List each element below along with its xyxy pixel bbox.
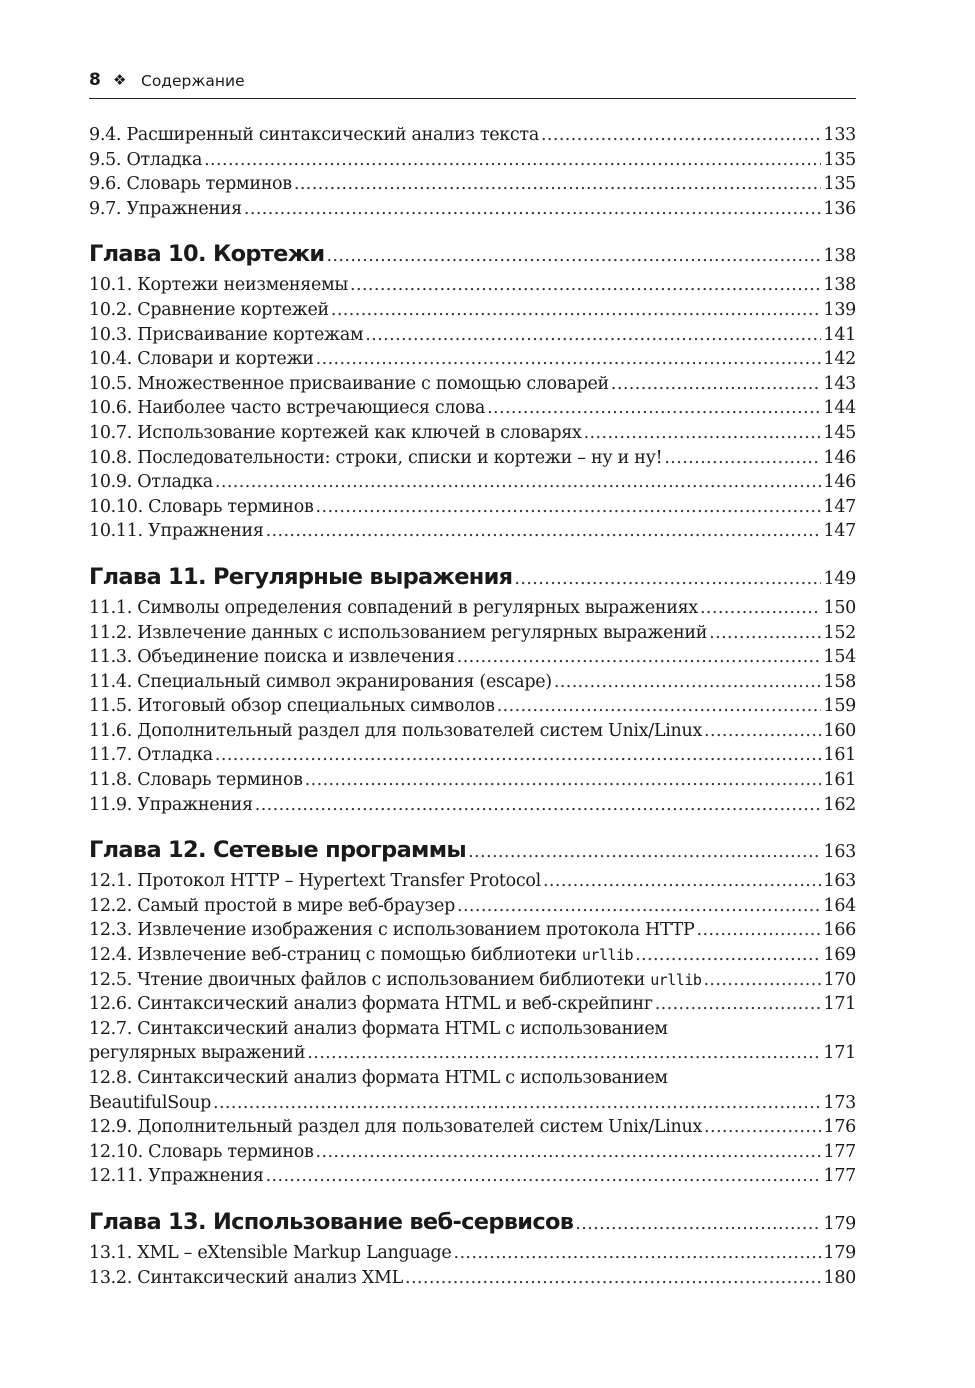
dot-leader xyxy=(316,1140,822,1165)
toc-entry-text: 10.11. Упражнения xyxy=(89,521,264,542)
toc-entry[interactable] xyxy=(89,495,856,520)
toc-entry-title xyxy=(89,943,633,968)
toc-entry-text: 11.3. Объединение поиска и извлечения xyxy=(89,647,455,668)
toc-entry[interactable] xyxy=(89,421,856,446)
toc-page-number: 160 xyxy=(823,720,856,741)
toc-entry-title xyxy=(89,1140,314,1165)
toc-entry-title xyxy=(89,1115,702,1140)
toc-entry-title xyxy=(89,1266,403,1291)
toc-entry[interactable] xyxy=(89,943,856,968)
toc-page-number: 158 xyxy=(823,671,856,692)
toc-entry-title xyxy=(89,670,552,695)
toc-entry-text: 13.2. Синтаксический анализ XML xyxy=(89,1267,403,1288)
dot-leader xyxy=(635,943,821,968)
toc-entry[interactable] xyxy=(89,1266,856,1291)
toc-entry[interactable] xyxy=(89,918,856,943)
toc-entry-title xyxy=(89,645,455,670)
toc-entry[interactable] xyxy=(89,1066,856,1115)
toc-entry[interactable] xyxy=(89,519,856,544)
toc-page-number: 138 xyxy=(823,246,856,267)
toc-entry-title xyxy=(89,992,653,1017)
toc-entry-text: 12.10. Словарь терминов xyxy=(89,1141,314,1162)
toc-page-number: 147 xyxy=(823,521,856,542)
toc-entry-title xyxy=(89,1164,264,1189)
toc-entry-title xyxy=(89,519,264,544)
toc-entry-title-line2 xyxy=(89,1041,856,1066)
dot-leader xyxy=(405,1266,821,1291)
toc-entry[interactable] xyxy=(89,596,856,621)
dot-leader xyxy=(541,123,822,148)
toc-page-number: 163 xyxy=(823,842,856,863)
toc-entry[interactable] xyxy=(89,347,856,372)
toc-entry-text: 9.4. Расширенный синтаксический анализ текста xyxy=(89,125,539,145)
code-library-name: urllib xyxy=(650,970,702,989)
toc-entry-text: 10.7. Использование кортежей как ключей в словарях xyxy=(89,422,582,443)
toc-page-number: 144 xyxy=(823,398,856,419)
dot-leader xyxy=(704,719,821,744)
toc-entry-title xyxy=(89,323,363,348)
toc-entry-text: 12.6. Синтаксический анализ формата HTML и веб-скрейпинг xyxy=(89,994,653,1015)
toc-entry-text: 10.5. Множественное присваивание с помощью словарей xyxy=(89,373,609,394)
toc-entry-title-line1: 12.8. Синтаксический анализ формата HTML с использованием xyxy=(89,1068,668,1088)
toc-page-number: 164 xyxy=(823,895,856,916)
toc-chapter[interactable] xyxy=(89,832,856,869)
toc-entry-title xyxy=(89,446,662,471)
toc-entry-title xyxy=(89,918,695,943)
toc-entry-title xyxy=(89,621,707,646)
dot-leader xyxy=(514,561,821,598)
toc-entry[interactable] xyxy=(89,323,856,348)
toc-page-number: 169 xyxy=(823,945,856,966)
toc-page-number: 147 xyxy=(823,496,856,517)
toc-entry-title xyxy=(89,596,698,621)
toc-entry-text: 10.2. Сравнение кортежей xyxy=(89,299,329,320)
toc-page-number: 135 xyxy=(823,174,856,195)
dot-leader xyxy=(457,645,822,670)
dot-leader xyxy=(697,918,822,943)
toc-entry-text: 11.9. Упражнения xyxy=(89,794,253,815)
dot-leader xyxy=(350,273,821,298)
toc-entry-text: 12.1. Протокол HTTP – Hypertext Transfer Protocol xyxy=(89,871,541,892)
section-title: Содержание xyxy=(141,72,245,90)
toc-entry-title xyxy=(89,148,202,173)
chapter-title xyxy=(89,832,466,869)
toc-entry[interactable] xyxy=(89,123,856,148)
dot-leader xyxy=(316,495,822,520)
toc-page-number: 142 xyxy=(823,349,856,370)
toc-page-number: 179 xyxy=(823,1242,856,1263)
dot-leader xyxy=(704,1115,821,1140)
dot-leader xyxy=(215,743,822,768)
toc-entry-text: Глава 13. Использование веб-сервисов xyxy=(89,1208,574,1235)
toc-page-number: 135 xyxy=(823,149,856,170)
toc-entry-title xyxy=(89,372,609,397)
toc-entry[interactable] xyxy=(89,197,856,222)
toc-page-number: 179 xyxy=(823,1213,856,1234)
toc-entry[interactable] xyxy=(89,645,856,670)
toc-entry-text: 12.5. Чтение двоичных файлов с использованием библиотеки xyxy=(89,969,651,990)
chapter-title xyxy=(89,1204,573,1241)
dot-leader xyxy=(316,347,822,372)
toc-entry-text: 12.9. Дополнительный раздел для пользователей систем Unix/Linux xyxy=(89,1117,703,1138)
toc-page-number: 176 xyxy=(823,1117,856,1138)
dot-leader xyxy=(331,298,822,323)
toc-page-number: 149 xyxy=(823,568,856,589)
toc-page-number: 177 xyxy=(823,1141,856,1162)
toc-page-number: 154 xyxy=(823,647,856,668)
toc-entry-title xyxy=(89,743,213,768)
toc-entry-title xyxy=(89,495,314,520)
toc-page-number: 170 xyxy=(823,969,856,990)
dot-leader xyxy=(365,323,821,348)
toc-entry-text: 10.1. Кортежи неизменяемы xyxy=(89,275,349,296)
toc-page-number: 138 xyxy=(823,275,856,296)
dot-leader xyxy=(213,1091,821,1116)
toc-entry-text: 9.6. Словарь терминов xyxy=(89,174,292,195)
toc-page-number: 166 xyxy=(823,920,856,941)
toc-entry[interactable] xyxy=(89,1017,856,1066)
toc-entry-text: 13.1. XML – eXtensible Markup Language xyxy=(89,1242,452,1263)
toc-entry-title xyxy=(89,1241,451,1266)
toc-page-number: 150 xyxy=(823,597,856,618)
toc-entry[interactable] xyxy=(89,768,856,793)
dot-leader xyxy=(554,670,822,695)
toc-page-number: 136 xyxy=(823,198,856,219)
dot-leader xyxy=(543,869,822,894)
toc-entry[interactable] xyxy=(89,992,856,1017)
toc-entry[interactable] xyxy=(89,670,856,695)
dot-leader xyxy=(215,470,822,495)
toc-entry-text: Глава 11. Регулярные выражения xyxy=(89,563,513,590)
toc-entry-title xyxy=(89,793,253,818)
toc-entry-text: 9.7. Упражнения xyxy=(89,198,242,219)
dot-leader xyxy=(611,372,822,397)
page-number: 8 xyxy=(89,70,101,90)
toc-page-number: 163 xyxy=(823,871,856,892)
toc-entry-title xyxy=(89,421,582,446)
toc-entry-text: 10.3. Присваивание кортежам xyxy=(89,324,364,345)
table-of-contents xyxy=(89,123,856,1290)
dot-leader xyxy=(487,396,821,421)
toc-page-number: 161 xyxy=(823,745,856,766)
toc-entry-title xyxy=(89,968,701,993)
toc-entry-text: 12.11. Упражнения xyxy=(89,1166,264,1187)
toc-entry-title xyxy=(89,172,292,197)
chapter-title xyxy=(89,236,324,273)
code-library-name: urllib xyxy=(581,946,634,965)
toc-entry[interactable] xyxy=(89,1241,856,1266)
dot-leader xyxy=(266,519,822,544)
toc-entry-text: 10.8. Последовательности: строки, списки и кортежи – ну и ну! xyxy=(89,447,663,468)
ornament-icon: ❖ xyxy=(113,71,127,89)
toc-entry-title xyxy=(89,470,213,495)
dot-leader xyxy=(326,238,821,275)
dot-leader xyxy=(244,197,822,222)
dot-leader xyxy=(457,894,822,919)
toc-entry[interactable] xyxy=(89,148,856,173)
toc-entry[interactable] xyxy=(89,621,856,646)
dot-leader xyxy=(655,992,822,1017)
toc-entry-title xyxy=(89,123,539,148)
toc-entry[interactable] xyxy=(89,396,856,421)
toc-page-number: 133 xyxy=(823,125,856,145)
dot-leader xyxy=(468,834,821,871)
toc-entry-title xyxy=(89,719,702,744)
dot-leader xyxy=(700,596,822,621)
toc-entry-text: 12.4. Извлечение веб-страниц с помощью библиотеки xyxy=(89,945,582,966)
toc-entry-text: 11.4. Специальный символ экранирования (escape) xyxy=(89,671,552,692)
toc-entry[interactable] xyxy=(89,172,856,197)
toc-entry-text: 11.2. Извлечение данных с использованием регулярных выражений xyxy=(89,622,708,643)
toc-entry[interactable] xyxy=(89,446,856,471)
toc-entry[interactable] xyxy=(89,1115,856,1140)
toc-page-number: 173 xyxy=(823,1092,856,1113)
toc-entry[interactable] xyxy=(89,694,856,719)
dot-leader xyxy=(703,968,821,993)
toc-entry-title-line1: 12.7. Синтаксический анализ формата HTML с использованием xyxy=(89,1018,668,1039)
toc-entry-title xyxy=(89,197,242,222)
toc-entry[interactable] xyxy=(89,894,856,919)
dot-leader xyxy=(266,1164,822,1189)
toc-entry-text: 11.6. Дополнительный раздел для пользователей систем Unix/Linux xyxy=(89,720,703,741)
toc-page-number: 171 xyxy=(823,1043,856,1064)
toc-page-number: 171 xyxy=(823,994,856,1015)
toc-page-number: 146 xyxy=(823,472,856,493)
dot-leader xyxy=(497,694,822,719)
toc-entry-text: 12.2. Самый простой в мире веб-браузер xyxy=(89,895,455,916)
toc-entry-text: 11.7. Отладка xyxy=(89,745,213,766)
toc-entry-title xyxy=(89,273,348,298)
toc-entry-text: 11.8. Словарь терминов xyxy=(89,770,303,791)
toc-chapter[interactable] xyxy=(89,559,856,596)
toc-entry-title xyxy=(89,894,455,919)
toc-entry-text: 12.3. Извлечение изображения с использованием протокола HTTP xyxy=(89,920,695,941)
dot-leader xyxy=(255,793,822,818)
toc-entry-text: 10.4. Словари и кортежи xyxy=(89,349,314,370)
toc-entry-title xyxy=(89,768,303,793)
toc-entry[interactable] xyxy=(89,1164,856,1189)
toc-entry-text: 10.6. Наиболее часто встречающиеся слова xyxy=(89,398,486,419)
toc-entry[interactable] xyxy=(89,793,856,818)
toc-entry-text: Глава 12. Сетевые программы xyxy=(89,837,467,864)
dot-leader xyxy=(664,446,821,471)
chapter-title xyxy=(89,559,512,596)
toc-page-number: 177 xyxy=(823,1166,856,1187)
toc-page-number: 141 xyxy=(823,324,856,345)
toc-entry[interactable] xyxy=(89,743,856,768)
running-header xyxy=(89,68,856,99)
toc-page-number: 161 xyxy=(823,770,856,791)
toc-entry-text: 11.1. Символы определения совпадений в регулярных выражениях xyxy=(89,597,698,618)
toc-page-number: 139 xyxy=(823,299,856,320)
toc-chapter[interactable] xyxy=(89,1204,856,1241)
toc-entry-text: 10.9. Отладка xyxy=(89,472,213,493)
toc-entry-text: Глава 10. Кортежи xyxy=(89,241,325,268)
dot-leader xyxy=(453,1241,821,1266)
dot-leader xyxy=(584,421,822,446)
dot-leader xyxy=(307,1041,821,1066)
toc-page-number: 162 xyxy=(823,794,856,815)
toc-entry[interactable] xyxy=(89,298,856,323)
toc-entry[interactable] xyxy=(89,1140,856,1165)
toc-page-number: 143 xyxy=(823,373,856,394)
toc-page-number: 145 xyxy=(823,422,856,443)
toc-entry[interactable] xyxy=(89,372,856,397)
toc-entry-text: 11.5. Итоговый обзор специальных символов xyxy=(89,696,495,717)
toc-page-number: 146 xyxy=(823,447,856,468)
toc-entry[interactable] xyxy=(89,273,856,298)
toc-entry[interactable] xyxy=(89,470,856,495)
toc-entry-title xyxy=(89,869,541,894)
toc-entry-title: BeautifulSoup xyxy=(89,1092,211,1113)
toc-entry-title xyxy=(89,396,485,421)
dot-leader xyxy=(305,768,822,793)
toc-entry-title-line2 xyxy=(89,1091,856,1116)
toc-entry-title xyxy=(89,694,495,719)
toc-page-number: 152 xyxy=(823,622,856,643)
dot-leader xyxy=(709,621,821,646)
toc-entry-title xyxy=(89,298,329,323)
toc-entry[interactable] xyxy=(89,719,856,744)
toc-chapter[interactable] xyxy=(89,236,856,273)
toc-entry-title: регулярных выражений xyxy=(89,1043,306,1064)
toc-page-number: 159 xyxy=(823,696,856,717)
dot-leader xyxy=(204,148,821,173)
dot-leader xyxy=(294,172,822,197)
toc-entry-title xyxy=(89,347,314,372)
toc-entry-text: 10.10. Словарь терминов xyxy=(89,496,314,517)
toc-entry[interactable] xyxy=(89,869,856,894)
toc-page-number: 180 xyxy=(823,1267,856,1288)
dot-leader xyxy=(575,1206,821,1243)
toc-entry[interactable] xyxy=(89,968,856,993)
toc-entry-text: 9.5. Отладка xyxy=(89,149,203,170)
